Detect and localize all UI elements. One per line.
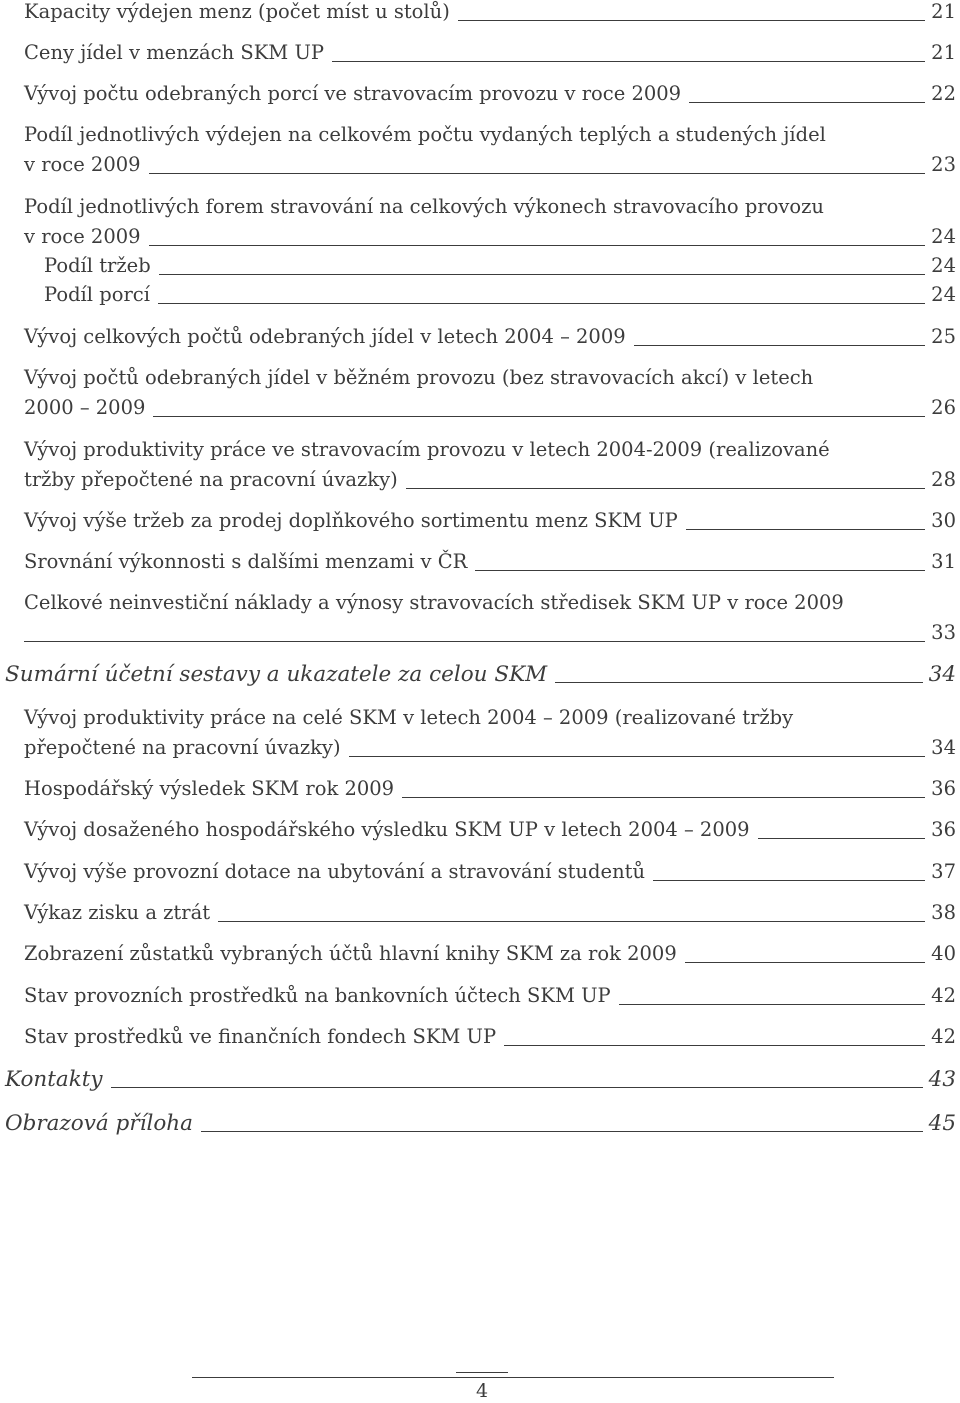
toc-leader <box>475 570 925 571</box>
toc-entry[interactable] <box>24 939 956 969</box>
footer-rule-short <box>456 1372 508 1373</box>
toc-entry[interactable] <box>24 815 956 845</box>
toc-entry[interactable] <box>24 38 956 68</box>
toc-leader <box>406 488 925 489</box>
toc-leader <box>653 880 925 881</box>
toc-entry-title: Stav provozních prostředků na bankovních účtech SKM UP <box>24 984 611 1007</box>
toc-entry[interactable] <box>24 506 956 536</box>
toc-entry-title: Vývoj produktivity práce na celé SKM v letech 2004 – 2009 (realizované tržby <box>24 706 794 729</box>
toc-entry[interactable] <box>24 857 956 887</box>
toc-page-number: 33 <box>931 621 956 644</box>
toc-page-number: 34 <box>931 736 956 759</box>
toc-leader <box>159 274 925 275</box>
toc-page-number: 34 <box>928 662 956 687</box>
toc-entry[interactable] <box>24 435 956 495</box>
toc-entry-title-cont: v roce 2009 <box>24 153 141 176</box>
toc-leader <box>458 20 925 21</box>
toc-entry[interactable] <box>24 192 956 252</box>
toc-leader <box>555 682 923 683</box>
toc-page-number: 28 <box>931 468 956 491</box>
toc-page-number: 24 <box>931 225 956 248</box>
toc-entry[interactable] <box>24 120 956 180</box>
toc-leader <box>349 756 926 757</box>
page-number: 4 <box>475 1380 489 1402</box>
toc-leader <box>111 1087 923 1088</box>
toc-page-number: 37 <box>931 860 956 883</box>
toc-entry[interactable] <box>24 981 956 1011</box>
toc-entry-title: Zobrazení zůstatků vybraných účtů hlavní knihy SKM za rok 2009 <box>24 942 677 965</box>
toc-leader <box>218 921 925 922</box>
toc-entry-title: Ceny jídel v menzách SKM UP <box>24 41 325 64</box>
toc-entry-title: Vývoj výše tržeb za prodej doplňkového sortimentu menz SKM UP <box>24 509 678 532</box>
toc-entry-title: Vývoj počtů odebraných jídel v běžném provozu (bez stravovacích akcí) v letech <box>24 366 814 389</box>
toc-page-number: 38 <box>931 901 956 924</box>
toc-entry[interactable] <box>24 0 956 27</box>
toc-leader <box>24 641 925 642</box>
toc-page-number: 36 <box>931 777 956 800</box>
toc-section-title: Obrazová příloha <box>5 1111 193 1136</box>
toc-entry-title: Podíl jednotlivých výdejen na celkovém počtu vydaných teplých a studených jídel <box>24 123 826 146</box>
toc-entry[interactable] <box>24 363 956 423</box>
toc-page-number: 36 <box>931 818 956 841</box>
toc-entry[interactable] <box>24 703 956 763</box>
toc-leader <box>158 303 925 304</box>
toc-entry-title: Vývoj počtu odebraných porcí ve stravovacím provozu v roce 2009 <box>24 82 682 105</box>
toc-entry-title: Srovnání výkonnosti s dalšími menzami v ČR <box>24 550 468 573</box>
toc-entry-title: Výkaz zisku a ztrát <box>24 901 211 924</box>
toc-entry[interactable] <box>24 547 956 577</box>
toc-page-number: 42 <box>931 1025 956 1048</box>
toc-page-number: 25 <box>931 325 956 348</box>
toc-page-number: 42 <box>931 984 956 1007</box>
toc-leader <box>402 797 925 798</box>
toc-entry-title: Hospodářský výsledek SKM rok 2009 <box>24 777 395 800</box>
toc-page-number: 23 <box>931 153 956 176</box>
toc-entry[interactable] <box>24 79 956 109</box>
toc-leader <box>149 173 926 174</box>
toc-page-number: 24 <box>931 283 956 306</box>
toc-subentry[interactable] <box>44 280 956 310</box>
toc-page-number: 21 <box>931 0 956 23</box>
toc-page-number: 30 <box>931 509 956 532</box>
toc-entry-title: Vývoj celkových počtů odebraných jídel v letech 2004 – 2009 <box>24 325 626 348</box>
toc-entry[interactable] <box>24 588 956 648</box>
toc-entry-title: Vývoj dosaženého hospodářského výsledku SKM UP v letech 2004 – 2009 <box>24 818 750 841</box>
toc-entry[interactable] <box>24 898 956 928</box>
toc-entry[interactable] <box>24 322 956 352</box>
toc-entry-title: Podíl porcí <box>44 283 150 306</box>
toc-entry-title: Podíl jednotlivých forem stravování na celkových výkonech stravovacího provozu <box>24 195 824 218</box>
toc-page-number: 45 <box>928 1111 956 1136</box>
toc-page-number: 43 <box>928 1067 956 1092</box>
toc-page-number: 21 <box>931 41 956 64</box>
toc-leader <box>758 838 926 839</box>
toc-entry-title: Stav prostředků ve finančních fondech SKM UP <box>24 1025 497 1048</box>
toc-entry[interactable] <box>24 774 956 804</box>
toc-page-number: 40 <box>931 942 956 965</box>
toc-entry-title: Kapacity výdejen menz (počet míst u stolů) <box>24 0 450 23</box>
toc-leader <box>504 1045 925 1046</box>
toc-page-number: 26 <box>931 396 956 419</box>
footer-rule-long <box>192 1377 834 1378</box>
toc-entry-title: Vývoj výše provozní dotace na ubytování a stravování studentů <box>24 860 646 883</box>
toc-section-title: Kontakty <box>5 1067 103 1092</box>
toc-leader <box>201 1131 923 1132</box>
toc-page-number: 22 <box>931 82 956 105</box>
toc-leader <box>685 962 925 963</box>
toc-entry[interactable] <box>24 1022 956 1052</box>
toc-section-title: Sumární účetní sestavy a ukazatele za celou SKM <box>5 662 548 687</box>
toc-entry-title: Vývoj produktivity práce ve stravovacím provozu v letech 2004-2009 (realizované <box>24 438 830 461</box>
toc-entry-title-cont: v roce 2009 <box>24 225 141 248</box>
toc-section[interactable] <box>5 1065 956 1095</box>
toc-entry-title: Podíl tržeb <box>44 254 151 277</box>
toc-section[interactable] <box>5 1109 956 1139</box>
toc-leader <box>153 416 925 417</box>
toc-page-number: 24 <box>931 254 956 277</box>
toc-leader <box>689 102 925 103</box>
toc-page-number: 31 <box>931 550 956 573</box>
toc-entry-title-cont: tržby přepočtené na pracovní úvazky) <box>24 468 398 491</box>
toc-entry-title: Celkové neinvestiční náklady a výnosy stravovacích středisek SKM UP v roce 2009 <box>24 591 844 614</box>
toc-leader <box>149 245 926 246</box>
toc-leader <box>634 345 926 346</box>
toc-entry-title-cont: přepočtené na pracovní úvazky) <box>24 736 341 759</box>
toc-leader <box>332 61 925 62</box>
toc-section[interactable] <box>5 660 956 690</box>
toc-leader <box>686 529 925 530</box>
toc-entry-title-cont: 2000 – 2009 <box>24 396 146 419</box>
toc-leader <box>619 1004 926 1005</box>
toc-subentry[interactable] <box>44 251 956 281</box>
